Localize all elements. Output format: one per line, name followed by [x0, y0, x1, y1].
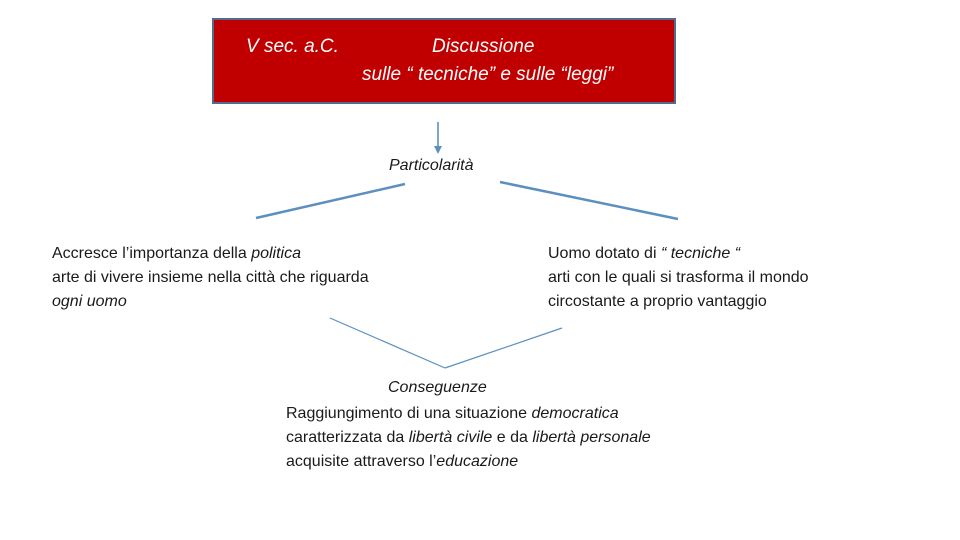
result-line1 — [286, 402, 651, 426]
era-label: V sec. a.C. — [246, 36, 339, 57]
right-line3: circostante a proprio vantaggio — [548, 293, 767, 310]
right-line1-emph: “ tecniche “ — [660, 245, 741, 262]
result-line2 — [286, 426, 651, 450]
left-line1 — [52, 242, 369, 266]
result-line2-emph2: libertà personale — [532, 429, 651, 446]
right-line2: arti con le quali si trasforma il mondo — [548, 269, 809, 286]
particolarita-label: Particolarità — [389, 157, 474, 174]
merge-line-right — [445, 328, 562, 368]
left-line1-prefix: Accresce l’importanza della — [52, 245, 252, 262]
right-line1-prefix: Uomo dotato di — [548, 245, 661, 262]
branch-line-left — [256, 184, 405, 218]
result-line3-prefix: acquisite attraverso l’ — [286, 453, 437, 470]
result-line3 — [286, 450, 651, 474]
left-line3 — [52, 290, 369, 314]
header-title-line1: Discussione — [432, 36, 535, 57]
right-line1 — [548, 242, 809, 266]
left-line2: arte di vivere insieme nella città che riguarda — [52, 269, 369, 286]
result-line2-prefix: caratterizzata da — [286, 429, 409, 446]
merge-line-left — [330, 318, 445, 368]
result-line1-emph: democratica — [531, 405, 619, 422]
left-branch-text — [52, 242, 369, 314]
result-line1-prefix: Raggiungimento di una situazione — [286, 405, 532, 422]
result-text — [286, 402, 651, 474]
left-line3-emph: ogni uomo — [52, 293, 127, 310]
right-branch-text — [548, 242, 809, 314]
result-line2-emph1: libertà civile — [408, 429, 493, 446]
left-line1-emph: politica — [251, 245, 302, 262]
result-line3-emph: educazione — [436, 453, 519, 470]
conseguenze-label: Conseguenze — [388, 379, 487, 396]
branch-line-right — [500, 182, 678, 219]
result-line2-mid: e da — [492, 429, 533, 446]
header-title-line2: sulle “ tecniche” e sulle “leggi” — [362, 64, 614, 85]
